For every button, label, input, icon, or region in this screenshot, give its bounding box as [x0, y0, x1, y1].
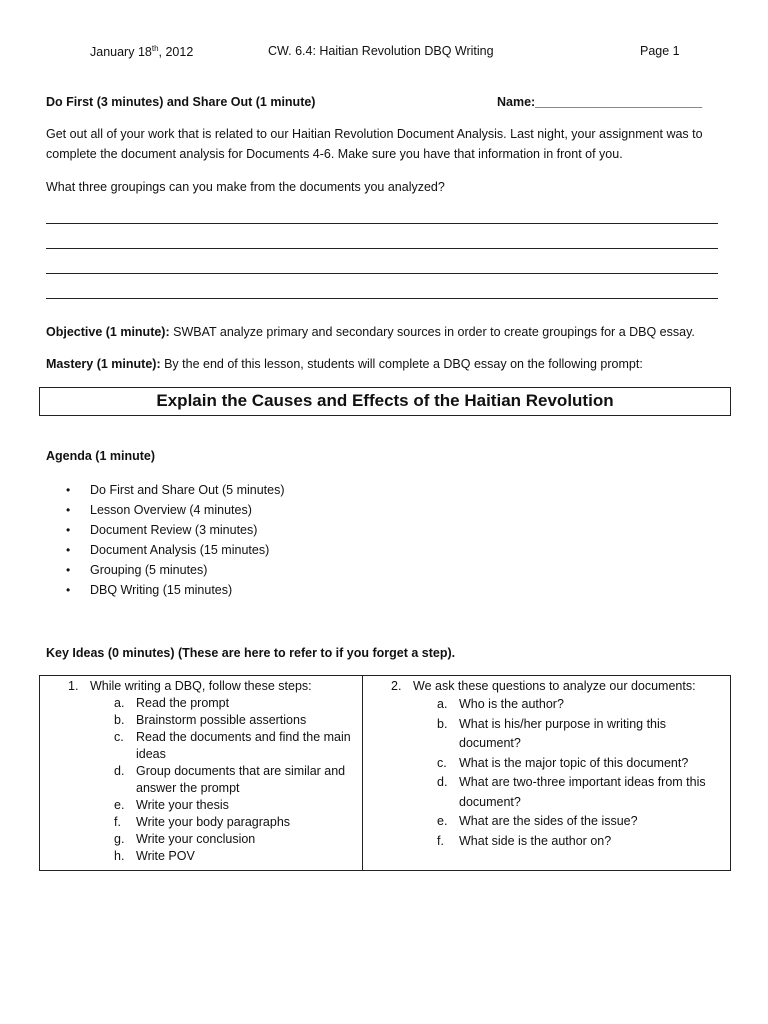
header-title: CW. 6.4: Haitian Revolution DBQ Writing: [268, 44, 494, 58]
intro-paragraph: Get out all of your work that is related to our Haitian Revolution Document Analysis. Last night, your assignment was to complete the document analysis for Documents 4-6. Make sure you have that information in front of you.: [46, 127, 703, 161]
list-item: e. Write your thesis: [114, 798, 229, 812]
key-ideas-table: [39, 675, 731, 871]
bullet-icon: •: [66, 503, 71, 517]
list-item: c. Read the documents and find the main ideas: [114, 730, 351, 761]
header-date: January 18th, 2012: [90, 44, 194, 60]
bullet-icon: •: [66, 543, 71, 557]
objective-line: [46, 322, 726, 342]
analysis-questions-column: [391, 678, 726, 851]
analysis-questions-heading: 2. We ask these questions to analyze our documents:: [391, 679, 696, 693]
list-item: d. Group documents that are similar and answer the prompt: [114, 764, 346, 795]
header-page-number: Page 1: [640, 44, 680, 58]
list-item: e. What are the sides of the issue?: [437, 814, 638, 828]
answer-line: [46, 298, 718, 299]
list-item: • Document Review (3 minutes): [66, 520, 285, 540]
list-item: b. What is his/her purpose in writing this document?: [437, 716, 667, 750]
list-item: • Grouping (5 minutes): [66, 560, 285, 580]
essay-prompt-box: Explain the Causes and Effects of the Haitian Revolution: [39, 387, 731, 416]
answer-line: [46, 248, 718, 249]
page-header: [90, 44, 690, 64]
list-item: b. Brainstorm possible assertions: [114, 713, 307, 727]
list-item: h. Write POV: [114, 849, 195, 863]
list-item: d. What are two-three important ideas from this document?: [437, 775, 706, 809]
list-item: • Document Analysis (15 minutes): [66, 540, 285, 560]
bullet-icon: •: [66, 523, 71, 537]
list-item: f. Write your body paragraphs: [114, 815, 291, 829]
objective-label: Objective (1 minute):: [46, 325, 170, 339]
list-item: • DBQ Writing (15 minutes): [66, 580, 285, 600]
list-item: a. Read the prompt: [114, 696, 230, 710]
bullet-icon: •: [66, 583, 71, 597]
answer-line: [46, 223, 718, 224]
analysis-questions-list: [391, 695, 726, 851]
agenda-heading: Agenda (1 minute): [46, 449, 156, 463]
bullet-icon: •: [66, 483, 71, 497]
dbq-steps-column: [68, 678, 358, 865]
list-item: f. What side is the author on?: [437, 833, 612, 848]
list-item: a. Who is the author?: [437, 697, 564, 711]
bullet-icon: •: [66, 563, 71, 577]
agenda-list: [66, 480, 285, 600]
column-divider: [362, 676, 363, 870]
name-field: Name:________________________: [497, 95, 703, 109]
list-item: c. What is the major topic of this document?: [437, 755, 689, 770]
do-first-heading: Do First (3 minutes) and Share Out (1 minute): [46, 95, 316, 109]
list-item: • Lesson Overview (4 minutes): [66, 500, 285, 520]
list-item: • Do First and Share Out (5 minutes): [66, 480, 285, 500]
dbq-steps-heading: 1. While writing a DBQ, follow these steps:: [68, 679, 312, 693]
mastery-line: [46, 354, 726, 374]
mastery-label: Mastery (1 minute):: [46, 357, 161, 371]
objective-text: SWBAT analyze primary and secondary sources in order to create groupings for a DBQ essay.: [169, 325, 695, 339]
dbq-steps-list: [68, 695, 358, 865]
answer-line: [46, 273, 718, 274]
grouping-question: What three groupings can you make from the documents you analyzed?: [46, 180, 445, 194]
mastery-text: By the end of this lesson, students will complete a DBQ essay on the following prompt:: [160, 357, 643, 371]
list-item: g. Write your conclusion: [114, 832, 256, 846]
key-ideas-heading: Key Ideas (0 minutes) (These are here to refer to if you forget a step).: [46, 646, 456, 660]
